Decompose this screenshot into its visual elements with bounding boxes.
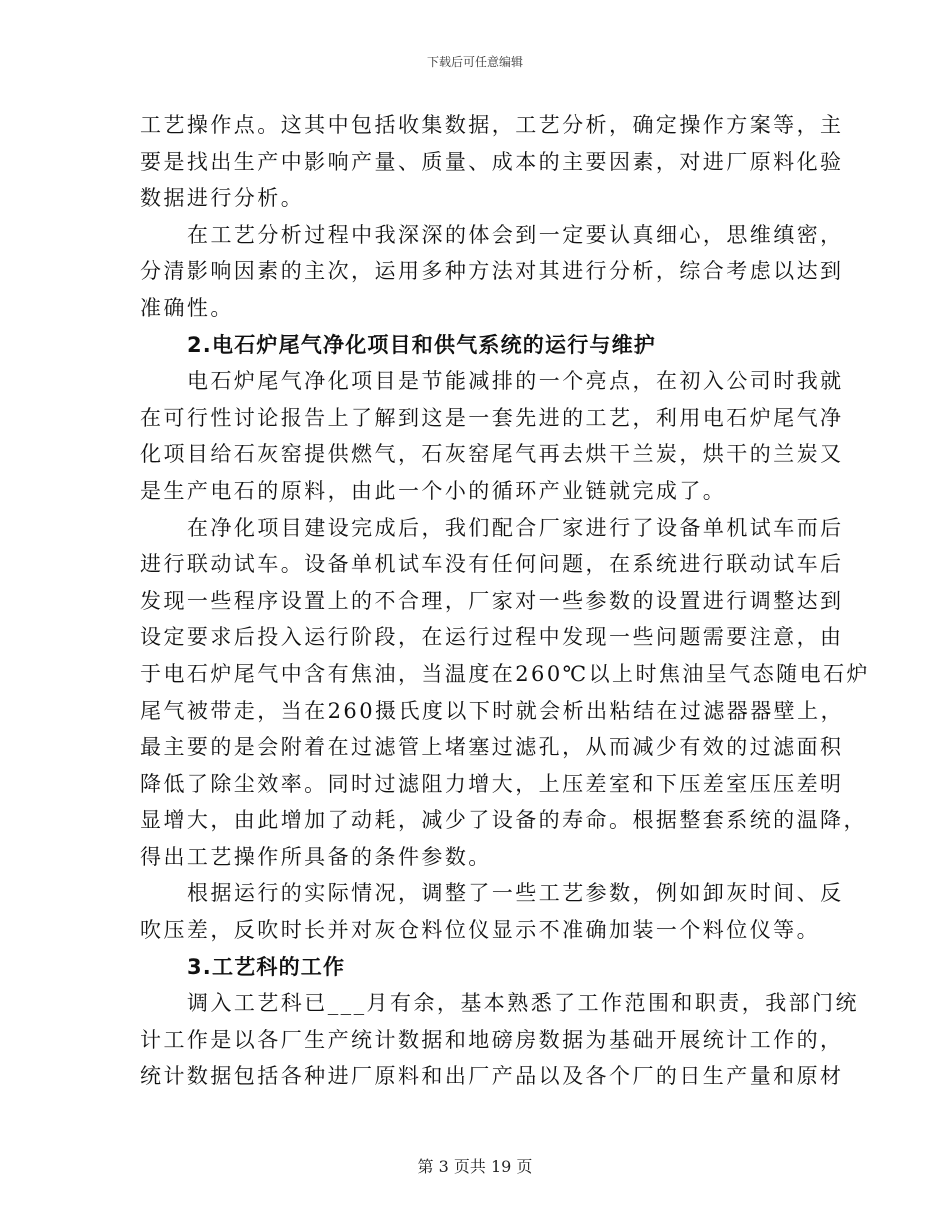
document-body (140, 107, 870, 1095)
body-line: 降低了除尘效率。同时过滤阻力增大，上压差室和下压差室压压差明 (140, 771, 844, 796)
page-header: 下载后可任意编辑 (426, 55, 523, 69)
page-number: 第 3 页共 19 页 (417, 1157, 533, 1176)
body-line: 设定要求后投入运行阶段，在运行过程中发现一些问题需要注意，由 (140, 625, 844, 650)
body-line: 进行联动试车。设备单机试车没有任何问题，在系统进行联动试车后 (140, 552, 844, 577)
body-line: 计工作是以各厂生产统计数据和地磅房数据为基础开展统计工作的， (140, 1027, 844, 1052)
body-line: 调入工艺科已___月有余，基本熟悉了工作范围和职责，我部门统 (187, 991, 859, 1016)
body-line: 是生产电石的原料，由此一个小的循环产业链就完成了。 (140, 478, 727, 503)
body-line: 分清影响因素的主次，运用多种方法对其进行分析，综合考虑以达到 (140, 259, 844, 284)
body-line: 电石炉尾气净化项目是节能减排的一个亮点，在初入公司时我就 (187, 369, 844, 394)
body-line: 准确性。 (140, 295, 234, 320)
body-line: 在可行性讨论报告上了解到这是一套先进的工艺，利用电石炉尾气净 (140, 405, 844, 430)
body-line: 在净化项目建设完成后，我们配合厂家进行了设备单机试车而后 (187, 515, 844, 540)
body-line: 得出工艺操作所具备的条件参数。 (140, 844, 492, 869)
body-line: 化项目给石灰窑提供燃气，石灰窑尾气再去烘干兰炭，烘干的兰炭又 (140, 442, 844, 467)
body-line: 于电石炉尾气中含有焦油，当温度在260℃以上时焦油呈气态随电石炉 (140, 661, 870, 686)
body-line: 在工艺分析过程中我深深的体会到一定要认真细心，思维缜密， (187, 222, 844, 247)
body-line: 数据进行分析。 (140, 186, 305, 211)
body-line: 发现一些程序设置上的不合理，厂家对一些参数的设置进行调整达到 (140, 588, 844, 613)
body-line: 吹压差，反吹时长并对灰仓料位仪显示不准确加装一个料位仪等。 (140, 918, 821, 943)
body-line: 根据运行的实际情况，调整了一些工艺参数，例如卸灰时间、反 (187, 881, 844, 906)
body-line: 最主要的是会附着在过滤管上堵塞过滤孔，从而减少有效的过滤面积 (140, 735, 844, 760)
body-line: 工艺操作点。这其中包括收集数据，工艺分析，确定操作方案等，主 (140, 113, 844, 137)
body-line: 统计数据包括各种进厂原料和出厂产品以及各个厂的日生产量和原材 (140, 1064, 844, 1089)
body-line: 显增大，由此增加了动耗，减少了设备的寿命。根据整套系统的温降， (140, 808, 867, 833)
section-heading-3: 3.工艺科的工作 (187, 954, 346, 979)
body-line: 尾气被带走，当在260摄氏度以下时就会析出粘结在过滤器器壁上， (140, 698, 845, 723)
section-heading-2: 2.电石炉尾气净化项目和供气系统的运行与维护 (187, 332, 656, 357)
body-line: 要是找出生产中影响产量、质量、成本的主要因素，对进厂原料化验 (140, 149, 844, 174)
